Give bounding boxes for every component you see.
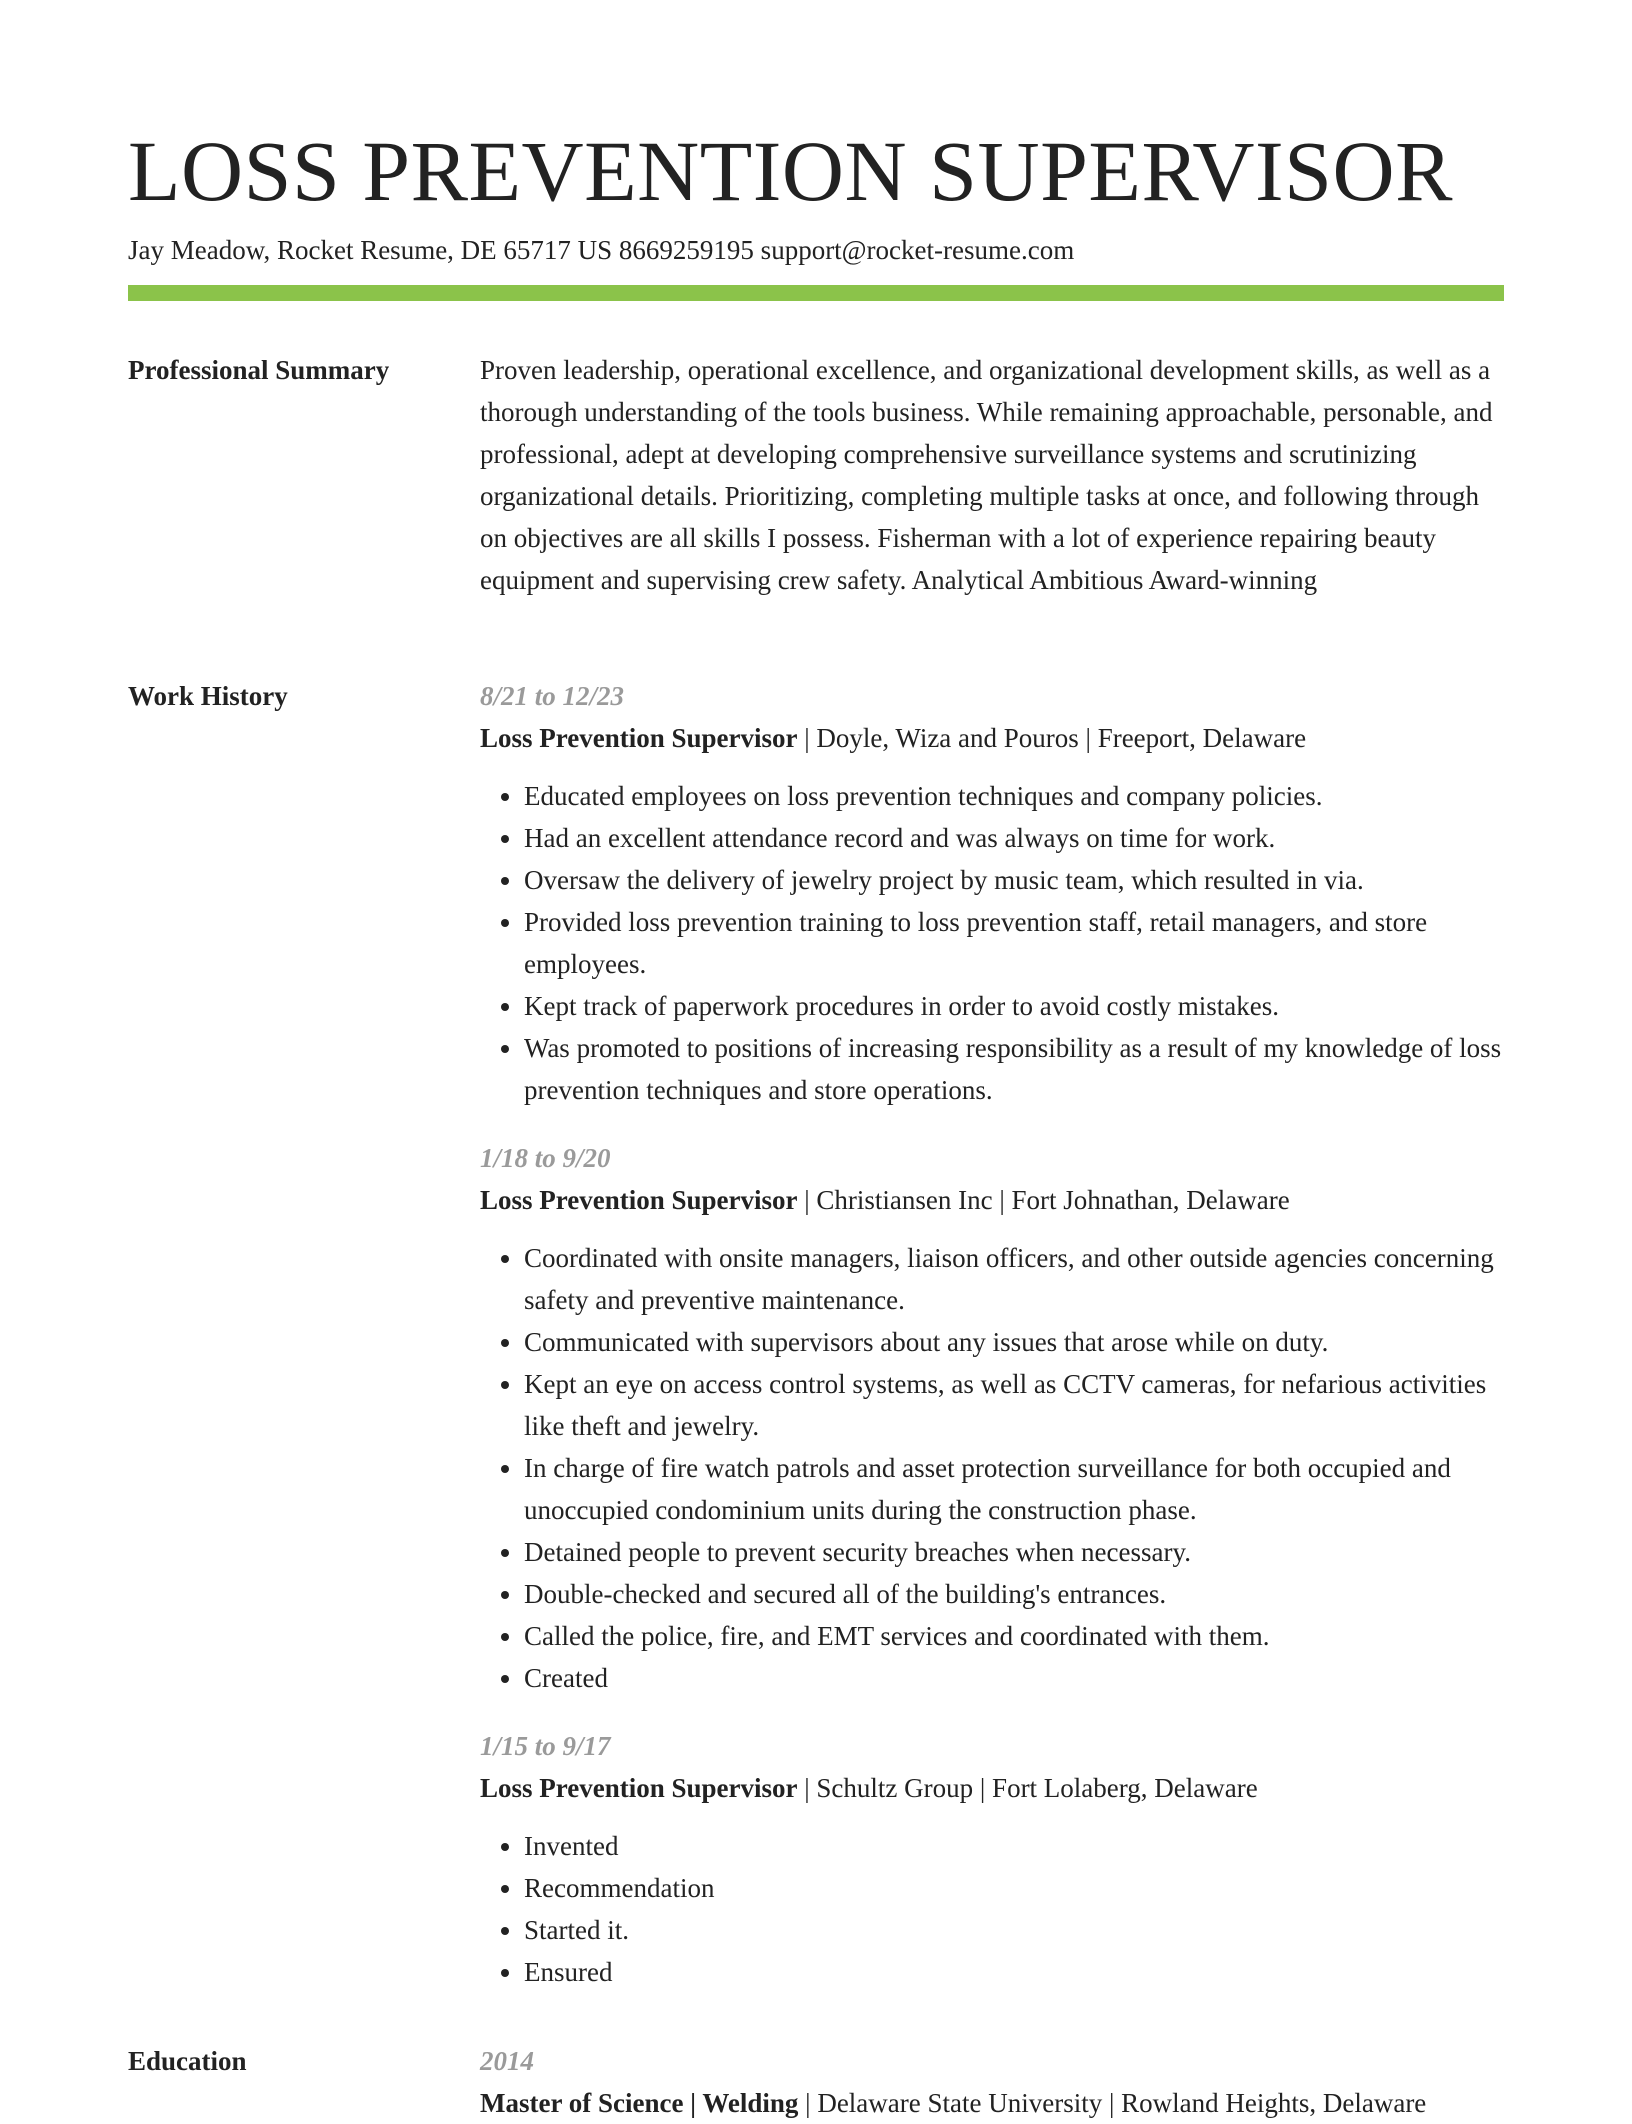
job-title: Loss Prevention Supervisor (480, 723, 798, 753)
job-heading (480, 717, 1504, 759)
job-bullet-list (480, 1237, 1504, 1699)
job-bullet: • Coordinated with onsite managers, liaison officers, and other outside agencies concerning safety and preventive maintenance. (524, 1237, 1504, 1321)
job-bullet: • In charge of fire watch patrols and asset protection surveillance for both occupied and unoccupied condominium units during the construction phase. (524, 1447, 1504, 1531)
job-company-location: | Christiansen Inc | Fort Johnathan, Delaware (797, 1185, 1290, 1215)
job-title: Loss Prevention Supervisor (480, 1185, 798, 1215)
education-entry (480, 2082, 1504, 2124)
job-bullet: • Started it. (524, 1909, 1504, 1951)
job-bullet: • Detained people to prevent security breaches when necessary. (524, 1531, 1504, 1573)
job-bullet: • Kept track of paperwork procedures in order to avoid costly mistakes. (524, 985, 1504, 1027)
job-bullet: • Ensured (524, 1951, 1504, 1993)
contact-line: Jay Meadow, Rocket Resume, DE 65717 US 8669259195 support@rocket-resume.com (128, 235, 1075, 265)
job-dates: 1/15 to 9/17 (480, 1731, 611, 1761)
resume-title: LOSS PREVENTION SUPERVISOR (128, 123, 1453, 219)
job-bullet: • Kept an eye on access control systems, as well as CCTV cameras, for nefarious activities like theft and jewelry. (524, 1363, 1504, 1447)
job-dates: 8/21 to 12/23 (480, 681, 625, 711)
job-entry (480, 1725, 1504, 1993)
job-heading (480, 1767, 1504, 1809)
job-bullet: • Oversaw the delivery of jewelry project by music team, which resulted in via. (524, 859, 1504, 901)
job-heading (480, 1179, 1504, 1221)
job-bullet: • Called the police, fire, and EMT services and coordinated with them. (524, 1615, 1504, 1657)
job-bullet: • Had an excellent attendance record and was always on time for work. (524, 817, 1504, 859)
job-bullet-list (480, 775, 1504, 1111)
job-company-location: | Schultz Group | Fort Lolaberg, Delaware (797, 1773, 1258, 1803)
job-bullet: • Was promoted to positions of increasing responsibility as a result of my knowledge of loss prevention techniques and store operations. (524, 1027, 1504, 1111)
job-bullet-list (480, 1825, 1504, 1993)
job-bullet: • Invented (524, 1825, 1504, 1867)
job-title: Loss Prevention Supervisor (480, 1773, 798, 1803)
job-company-location: | Doyle, Wiza and Pouros | Freeport, Delaware (797, 723, 1307, 753)
work-history-list (480, 675, 1504, 2019)
job-dates: 1/18 to 9/20 (480, 1143, 611, 1173)
education-year: 2014 (480, 2046, 534, 2076)
work-history-heading: Work History (128, 681, 288, 711)
education-heading: Education (128, 2046, 247, 2076)
job-bullet: • Educated employees on loss prevention techniques and company policies. (524, 775, 1504, 817)
job-entry (480, 675, 1504, 1111)
job-bullet: • Recommendation (524, 1867, 1504, 1909)
job-bullet: • Communicated with supervisors about any issues that arose while on duty. (524, 1321, 1504, 1363)
accent-divider (128, 285, 1504, 301)
job-bullet: • Created (524, 1657, 1504, 1699)
job-entry (480, 1137, 1504, 1699)
summary-heading: Professional Summary (128, 355, 390, 385)
job-bullet: • Double-checked and secured all of the building's entrances. (524, 1573, 1504, 1615)
education-details: | Delaware State University | Rowland Heights, Delaware (798, 2088, 1427, 2118)
education-degree: Master of Science | Welding (480, 2088, 799, 2118)
job-bullet: • Provided loss prevention training to loss prevention staff, retail managers, and store employees. (524, 901, 1504, 985)
summary-text: Proven leadership, operational excellence, and organizational development skills, as well as a thorough understanding of the tools business. While remaining approachable, personable, and professional, adept at developing comprehensive surveillance systems and scrutinizing organizational details. Prioritizing, completing multiple tasks at once, and following through on objectives are all skills I possess. Fisherman with a lot of experience repairing beauty equipment and supervising crew safety. Analytical Ambitious Award-winning (480, 355, 1493, 595)
